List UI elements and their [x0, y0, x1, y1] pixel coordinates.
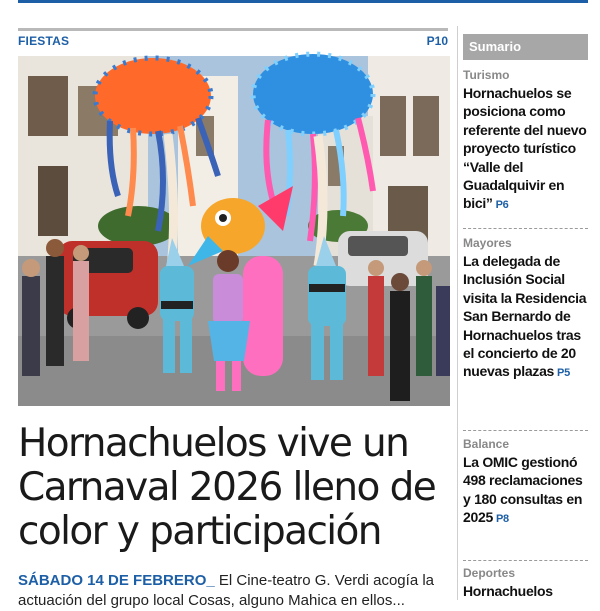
summary-item-title-text: Hornachuelos [463, 583, 553, 599]
summary-item-turismo[interactable] [463, 68, 588, 215]
top-rule [18, 0, 588, 3]
summary-item-page-ref: P5 [557, 367, 570, 380]
sidebar-divider [457, 26, 458, 600]
summary-item-deportes[interactable] [463, 566, 588, 600]
lede-separator: _ [206, 572, 215, 589]
lede-text: El Cine-teatro G. Verdi acogía la actuación del grupo local Cosas, alguno Mahica en ellos... [18, 572, 435, 609]
summary-item-title [463, 582, 588, 600]
summary-item-title-text: Hornachuelos se posiciona como referente del nuevo proyecto turístico “Valle del Guadalquivir en bici” [463, 85, 587, 212]
summary-divider [463, 560, 588, 561]
summary-item-page-ref: P6 [495, 199, 509, 212]
summary-item-mayores[interactable] [463, 236, 588, 383]
summary-header: Sumario [463, 34, 588, 60]
carnival-illustration [18, 56, 450, 406]
summary-item-title [463, 453, 588, 529]
summary-item-title [463, 84, 588, 215]
summary-item-page-ref: P8 [495, 513, 509, 526]
summary-item-category: Balance [463, 437, 510, 451]
summary-item-title-text: La OMIC gestionó 498 reclamaciones y 180 consultas en 2025 [463, 454, 583, 526]
summary-item-category: Deportes [463, 566, 516, 580]
section-page-ref: P10 [426, 34, 448, 48]
carnival-photo [18, 56, 450, 406]
summary-divider [463, 430, 588, 431]
summary-item-category: Turismo [463, 68, 510, 82]
article-lede [18, 571, 450, 609]
section-name: FIESTAS [18, 34, 70, 48]
summary-item-balance[interactable] [463, 437, 588, 529]
crowd-left [22, 239, 89, 376]
summary-sidebar [463, 34, 588, 599]
section-bar [18, 28, 448, 51]
summary-item-title [463, 252, 588, 383]
summary-item-category: Mayores [463, 236, 512, 250]
summary-divider [463, 228, 588, 229]
summary-item-title-text: La delegada de Inclusión Social visita la Residencia San Bernardo de Hornachuelos tras el concierto de 20 nuevas plazas [463, 253, 587, 380]
lede-kicker: SÁBADO 14 DE FEBRERO [18, 572, 207, 589]
main-headline: Hornachuelos vive un Carnaval 2026 lleno de color y participación [18, 421, 436, 554]
